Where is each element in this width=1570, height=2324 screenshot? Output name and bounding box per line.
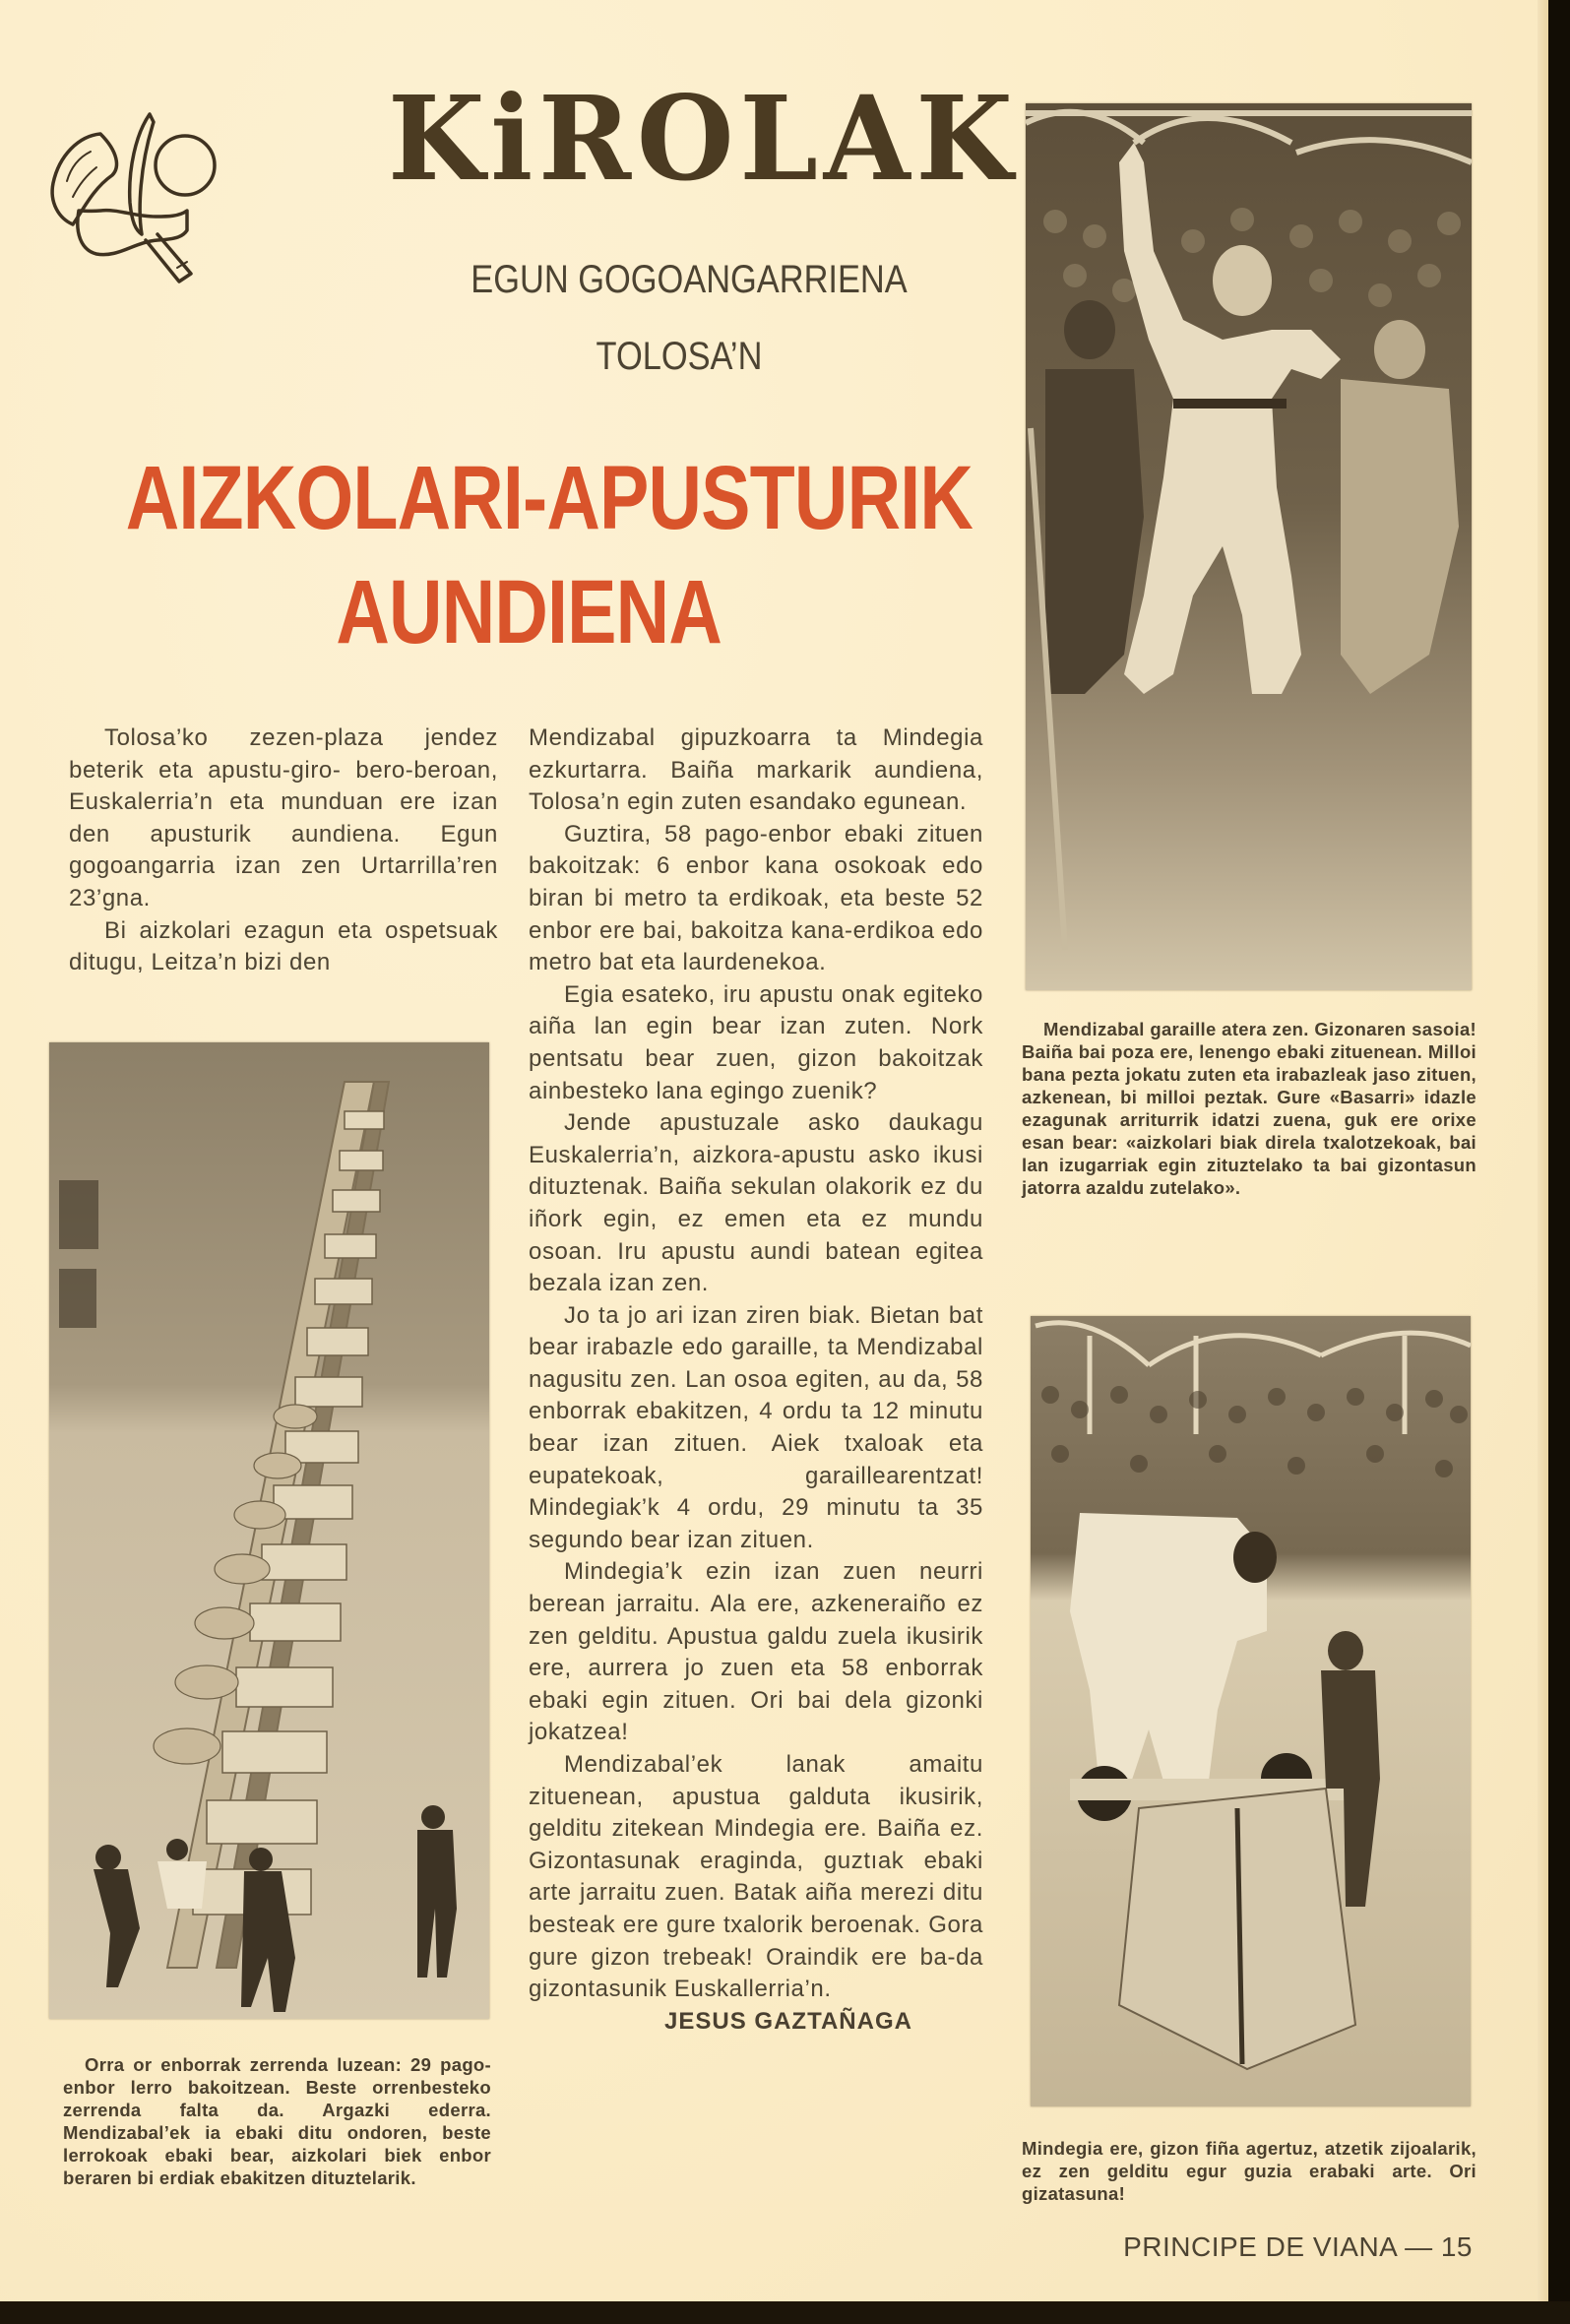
caption-text: Mindegia ere, gizon fiña agertuz, atzetik zijoalarik, ez zen gelditu egur guzia erabaki arte. Ori gizatasuna!	[1022, 2138, 1476, 2204]
article-paragraph: Mindegia’k ezin izan zuen neurri berean jarraitu. Ala ere, azkeneraiño ez zen gelditu. Apustua galdu zuela ikusirik ere, aurrera jo zuen eta 58 enborrak ebaki egin zituen. Ori bai dela gizonki jokatzea!	[529, 1558, 983, 1746]
author-byline: JESUS GAZTAÑAGA	[664, 2007, 912, 2035]
axe-and-ball-icon	[39, 94, 281, 291]
article-paragraph: Jo ta jo ari izan ziren biak. Bietan bat bear irabazle edo garaille, ta Mendizabal nagusitu zen. Lan osoa egiten, au da, 58 enborrak ebakitzen, 4 ordu ta 12 minutu bear izan zituen. Aiek txaloak eta eupatekoak, garaillearentzat! Mindegiak’k 4 ordu, 29 minutu ta 35 segundo bear izan zituen.	[529, 1301, 983, 1553]
photo-log-rows	[49, 1042, 489, 2019]
kirolak-logo-icon	[39, 94, 281, 291]
photo-axeman-cutting-log	[1031, 1316, 1471, 2106]
article-paragraph: Tolosa’ko zezen-plaza jendez beterik eta apustu-giro- bero-beroan, Euskalerria’n eta munduan ere izan den apusturik aundiena. Egun gogoangarria izan zen Urtarrilla’ren 23’gna.	[69, 724, 498, 911]
section-title: KiROLAK	[388, 70, 1019, 207]
article-paragraph: Jende apustuzale asko daukagu Euskalerria’n, aizkora-apustu asko ikusi dituztenak. Baiña sekulan olakorik ez du iñork egin, ez emen eta ez mundu osoan. Iru apustu aundi batean egitea bezala izan zen.	[529, 1109, 983, 1297]
article-paragraph: Mendizabal’ek lanak amaitu zituenean, apustua galduta ikusirik, gelditu zitekean Mindegia ere. Baiña ez. Gizontasunak eraginda, guztıak ebaki arte jarraitu zuen. Batak aiña merezi ditu besteak ere gure txalorik beroenak. Gora gure gizon trebeak! Oraindik ere ba-da gizontasunik Euskallerria’n.	[529, 1751, 983, 2003]
photo-caption-winner	[1022, 1018, 1476, 1199]
photo-winner-celebrating	[1026, 103, 1472, 990]
scan-edge-right	[1548, 0, 1570, 2324]
page-footer: PRINCIPE DE VIANA — 15	[1123, 2231, 1473, 2262]
headline-line-2: AUNDIENA	[336, 562, 722, 662]
article-left-column	[69, 722, 498, 979]
headline-line-1: AIZKOLARI-APUSTURIK	[125, 448, 973, 548]
subtitle-location: TOLOSA’N	[596, 335, 763, 378]
article-middle-column	[529, 722, 983, 2038]
photo-caption-mindegia	[1022, 2137, 1476, 2205]
article-paragraph: Guztira, 58 pago-enbor ebaki zituen bakoitzak: 6 enbor kana osokoak edo biran bi metro ta erdikoak, eta beste 52 enbor ere bai, bakoitza kana-erdikoa edo metro bat eta laurdenekoa.	[529, 820, 983, 976]
article-paragraph: Bi aizkolari ezagun eta ospetsuak ditugu, Leitza’n bizi den	[69, 916, 498, 976]
scan-edge-bottom	[0, 2301, 1570, 2324]
caption-text: Orra or enborrak zerrenda luzean: 29 pago-enbor lerro bakoitzean. Beste orrenbesteko zerrenda falta da. Argazki ederra. Mendizabal’ek ia ebaki ditu ondoren, beste lerrokoak ebaki bear, aizkolari biek enbor beraren bi erdiak ebakitzen dituztelarik.	[63, 2054, 491, 2188]
article-paragraph: Mendizabal gipuzkoarra ta Mindegia ezkurtarra. Baiña markarik aundiena, Tolosa’n egin zuten esandako egunean.	[529, 724, 983, 816]
article-paragraph: Egia esateko, iru apustu onak egiteko aiña lan egin bear izan zuten. Nork pentsatu bear zuen, gizon bakoitzak ainbesteko lana egingo zuenik?	[529, 980, 983, 1104]
subtitle-memorable-day: EGUN GOGOANGARRIENA	[471, 258, 908, 301]
caption-text: Mendizabal garaille atera zen. Gizonaren sasoia! Baiña bai poza ere, lenengo ebaki zituenean. Milloi bana pezta jokatu zuten eta irabazleak jaso zituen, azkenean, bi milloi peztak. Gure «Basarri» idazle ezagunak arriturrik idatzi zuena, guk ere orixe esan bear: «aizkolari biak direla txalotzekoak, bai lan izugarriak egin zituztelako ta bai gizontasun jatorra azaldu zutelako».	[1022, 1019, 1476, 1198]
photo-caption-log-rows	[63, 2053, 491, 2189]
page-fold-shadow	[1538, 0, 1548, 2301]
